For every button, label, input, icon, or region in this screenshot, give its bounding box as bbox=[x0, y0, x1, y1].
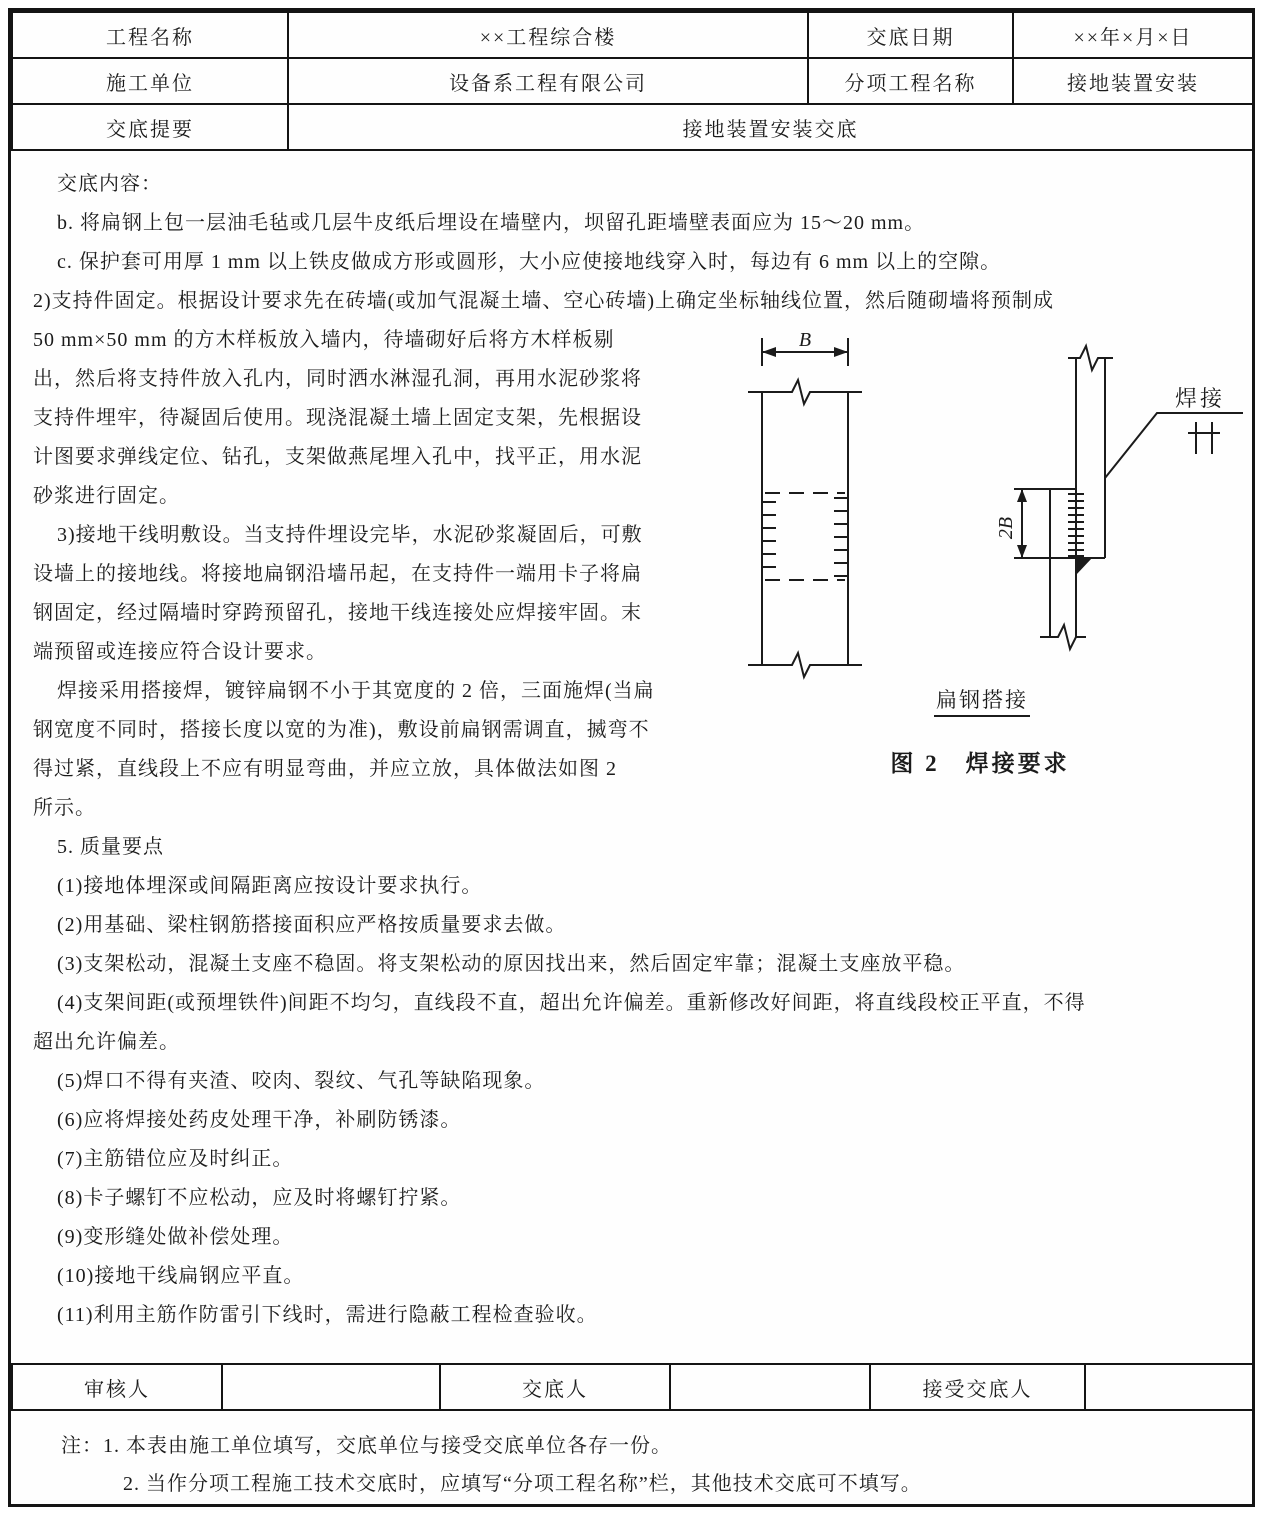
construction-unit-value: 设备系工程有限公司 bbox=[288, 58, 808, 104]
notes-section bbox=[11, 1411, 1252, 1504]
content-line: 钢固定，经过隔墙时穿跨预留孔，接地干线连接处应焊接牢固。末 bbox=[33, 602, 642, 624]
content-line: 焊接采用搭接焊，镀锌扁钢不小于其宽度的 2 倍，三面施焊(当扁 bbox=[57, 680, 655, 702]
dimension-2b-label: 2B bbox=[995, 516, 1017, 540]
content-line: 所示。 bbox=[33, 797, 96, 819]
content-line: (9)变形缝处做补偿处理。 bbox=[57, 1226, 294, 1248]
content-line: 计图要求弹线定位、钻孔，支架做燕尾埋入孔中，找平正，用水泥 bbox=[33, 446, 642, 468]
flat-steel-lap-drawing bbox=[738, 330, 1248, 785]
content-line: (8)卡子螺钉不应松动，应及时将螺钉拧紧。 bbox=[57, 1187, 462, 1209]
subproject-name-label: 分项工程名称 bbox=[808, 58, 1013, 104]
disclosure-form-page bbox=[8, 8, 1255, 1507]
content-line: c. 保护套可用厚 1 mm 以上铁皮做成方形或圆形，大小应使接地线穿入时，每边有 6 mm 以上的空隙。 bbox=[57, 251, 1002, 273]
content-line: 50 mm×50 mm 的方木样板放入墙内，待墙砌好后将方木样板剔 bbox=[33, 329, 615, 351]
flat-steel-side-view bbox=[995, 346, 1243, 649]
flat-steel-front-view bbox=[748, 330, 862, 677]
content-line: (7)主筋错位应及时纠正。 bbox=[57, 1148, 294, 1170]
summary-label: 交底提要 bbox=[12, 104, 288, 150]
project-name-value: ××工程综合楼 bbox=[288, 12, 808, 58]
header-row-project bbox=[12, 12, 1253, 58]
content-line: (2)用基础、梁柱钢筋搭接面积应严格按质量要求去做。 bbox=[57, 914, 567, 936]
content-line: 砂浆进行固定。 bbox=[33, 485, 180, 507]
content-line: 超出允许偏差。 bbox=[33, 1031, 180, 1053]
reviewer-label: 审核人 bbox=[12, 1364, 222, 1410]
content-line: 5. 质量要点 bbox=[57, 836, 164, 858]
content-line: 设墙上的接地线。将接地扁钢沿墙吊起，在支持件一端用卡子将扁 bbox=[33, 563, 642, 585]
figure-2-welding-requirements bbox=[738, 330, 1248, 785]
note-item-2: 2. 当作分项工程施工技术交底时，应填写“分项工程名称”栏，其他技术交底可不填写。 bbox=[123, 1473, 922, 1495]
weld-label: 焊接 bbox=[1174, 386, 1226, 411]
receiver-signature-field bbox=[1085, 1364, 1255, 1410]
content-line: (6)应将焊接处药皮处理干净，补刷防锈漆。 bbox=[57, 1109, 462, 1131]
content-line: (3)支架松动，混凝土支座不稳固。将支架松动的原因找出来，然后固定牢靠；混凝土支座放平稳。 bbox=[57, 953, 966, 975]
fillet-weld-mark bbox=[1076, 558, 1092, 575]
content-line: (1)接地体埋深或间隔距离应按设计要求执行。 bbox=[57, 875, 483, 897]
signature-row bbox=[12, 1364, 1255, 1410]
content-line: (5)焊口不得有夹渣、咬肉、裂纹、气孔等缺陷现象。 bbox=[57, 1070, 546, 1092]
content-line: (4)支架间距(或预埋铁件)间距不均匀，直线段不直，超出允许偏差。重新修改好间距，将直线段校正平直，不得 bbox=[57, 992, 1086, 1014]
construction-unit-label: 施工单位 bbox=[12, 58, 288, 104]
content-line: 得过紧，直线段上不应有明显弯曲，并应立放，具体做法如图 2 bbox=[33, 758, 617, 780]
content-line: 2)支持件固定。根据设计要求先在砖墙(或加气混凝土墙、空心砖墙)上确定坐标轴线位置，然后随砌墙将预制成 bbox=[33, 290, 1054, 312]
header-row-contractor bbox=[12, 58, 1253, 104]
note-label: 注： bbox=[61, 1435, 103, 1457]
note-line-1 bbox=[61, 1427, 1252, 1465]
discloser-label: 交底人 bbox=[440, 1364, 670, 1410]
note-item-1: 1. 本表由施工单位填写，交底单位与接受交底单位各存一份。 bbox=[103, 1435, 672, 1457]
content-line: 支持件埋牢，待凝固后使用。现浇混凝土墙上固定支架，先根据设 bbox=[33, 407, 642, 429]
content-line: 端预留或连接应符合设计要求。 bbox=[33, 641, 327, 663]
content-heading: 交底内容： bbox=[57, 173, 162, 195]
content-line: 3)接地干线明敷设。当支持件埋设完毕，水泥砂浆凝固后，可敷 bbox=[57, 524, 643, 546]
reviewer-signature-field bbox=[222, 1364, 440, 1410]
subproject-name-value: 接地装置安装 bbox=[1013, 58, 1253, 104]
content-line: 钢宽度不同时，搭接长度以宽的为准)，敷设前扁钢需调直，搣弯不 bbox=[33, 719, 650, 741]
content-line: (11)利用主筋作防雷引下线时，需进行隐蔽工程检查验收。 bbox=[57, 1304, 598, 1326]
content-line: b. 将扁钢上包一层油毛毡或几层牛皮纸后埋设在墙壁内，坝留孔距墙壁表面应为 15～20 mm。 bbox=[57, 212, 926, 234]
figure-subcaption: 扁钢搭接 bbox=[936, 688, 1028, 712]
summary-value: 接地装置安装交底 bbox=[288, 104, 1253, 150]
header-table bbox=[11, 11, 1254, 151]
note-line-2 bbox=[61, 1465, 1252, 1503]
content-line: (10)接地干线扁钢应平直。 bbox=[57, 1265, 305, 1287]
weld-symbol-icon bbox=[1188, 422, 1220, 454]
disclosure-date-value: ××年×月×日 bbox=[1013, 12, 1253, 58]
dimension-b-label: B bbox=[798, 330, 812, 351]
receiver-label: 接受交底人 bbox=[870, 1364, 1085, 1410]
disclosure-date-label: 交底日期 bbox=[808, 12, 1013, 58]
signature-table bbox=[11, 1363, 1255, 1411]
project-name-label: 工程名称 bbox=[12, 12, 288, 58]
content-line: 出，然后将支持件放入孔内，同时洒水淋湿孔洞，再用水泥砂浆将 bbox=[33, 368, 642, 390]
figure-caption: 图 2 焊接要求 bbox=[890, 751, 1070, 776]
discloser-signature-field bbox=[670, 1364, 870, 1410]
header-row-summary bbox=[12, 104, 1253, 150]
